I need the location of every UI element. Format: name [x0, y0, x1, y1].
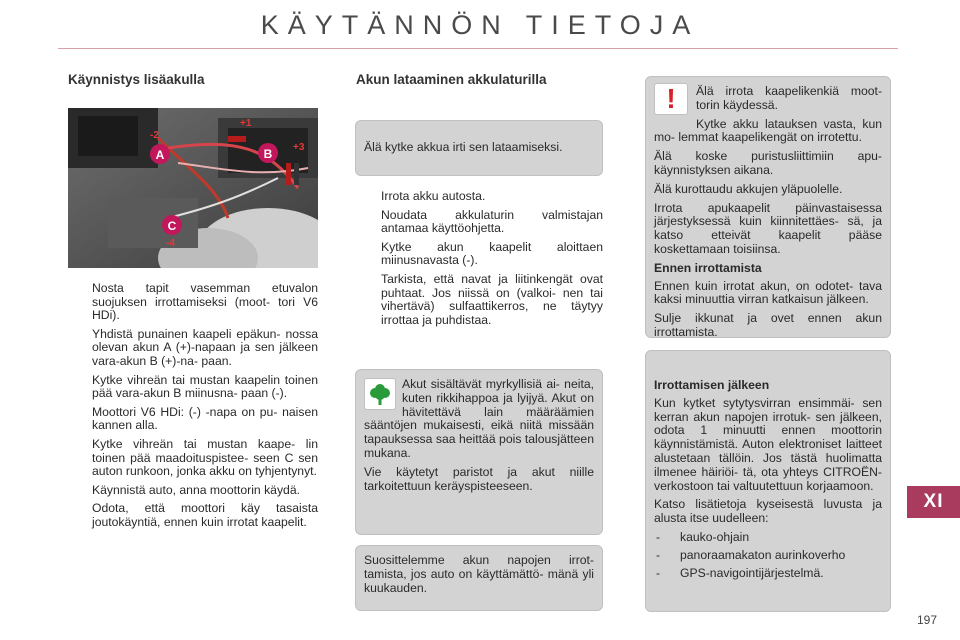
- warning-box: [645, 76, 891, 338]
- title-divider: [58, 48, 898, 49]
- after-box: [645, 350, 891, 612]
- note-bottom-box: [355, 545, 603, 611]
- eco-note-box: [355, 369, 603, 535]
- after-paragraph: Katso lisätietoja kyseisestä luvusta ja alusta itse uudelleen:: [654, 497, 882, 526]
- list-item: - GPS-navigointijärjestelmä.: [656, 565, 824, 580]
- photo-label-b: B: [263, 147, 273, 161]
- photo-label-a: A: [155, 148, 165, 162]
- middle-heading: Akun lataaminen akkulaturilla: [356, 72, 547, 87]
- warning-lead: Älä irrota kaapelikenkiä moot- torin käydessä.: [696, 84, 882, 112]
- before-heading: Ennen irrottamista: [654, 260, 762, 275]
- photo-label-minus2: -2: [150, 130, 159, 141]
- chapter-tab[interactable]: XI: [907, 486, 960, 518]
- note-bottom-text: Suosittelemme akun napojen irrot- tamista, jos auto on käyttämättö- mänä yli kuukauden.: [364, 553, 594, 595]
- list-item: Odota, että moottori käy tasaista joutokäyntiä, ennen kuin irrotat kaapelit.: [92, 501, 318, 529]
- list-item: Kytke vihreän tai mustan kaape- lin toinen pää maadoituspistee- seen C sen auton runkoon, jonka akku on tyhjentynyt.: [92, 436, 318, 479]
- list-item-note: Moottori V6 HDi: (-) -napa on pu- naisen kannen alla.: [92, 404, 318, 433]
- list-item: Nosta tapit vasemman etuvalon suojuksen irrottamiseksi (moot- tori V6 HDi).: [92, 281, 318, 323]
- photo-label-plus3: +3: [293, 142, 305, 153]
- warning-paragraph: Kytke akku latauksen vasta, kun mo- lemmat kaapelikengät on irrotettu.: [654, 116, 882, 145]
- eco-paragraph: Vie käytetyt paristot ja akut niille tarkoitettuun keräyspisteeseen.: [364, 464, 594, 493]
- warning-paragraph: Irrota apukaapelit päinvastaisessa järjestyksessä kuin kiinnitettäes- sä, ja katso etteivät kaapelit pääse koskettamaan toisiinsa.: [654, 200, 882, 256]
- list-item: Käynnistä auto, anna moottorin käydä.: [92, 482, 300, 497]
- exclamation-icon: !: [654, 83, 688, 115]
- eco-paragraph: Akut sisältävät myrkyllisiä ai- neita, kuten rikkihappoa ja lyijyä. Akut on hävitettävä lain määräämien sääntöjen mukaisesti, eikä niitä missään tapauksessa saa heittää pois talousjätteen mukana.: [364, 377, 594, 460]
- photo-label-minus4: -4: [166, 238, 175, 249]
- after-paragraph: Kun kytket sytytysvirran ensimmäi- sen kerran akun napojen irrotuk- sen jälkeen, odota 1 minuutti ennen moottorin käynnistämistä. Auton elektroniset laitteet alustetaan tällöin. Jos tästä huolimatta ilmenee häiriöi- tä, ota yhteys CITROËN-verkostoon tai valtuutettuun korjaamoon.: [654, 395, 882, 493]
- middle-bullet-list: [357, 190, 603, 332]
- list-item: Kytke vihreän tai mustan kaapelin toinen pää vara-akun B miinusna- paan (-).: [92, 372, 318, 401]
- engine-photo: [68, 108, 318, 268]
- warning-paragraph: Älä koske puristusliittimiin apu- käynnistyksen aikana.: [654, 149, 882, 177]
- list-item: Kytke akun kaapelit aloittaen miinusnavasta (-).: [381, 239, 603, 268]
- note-top-box: [355, 120, 603, 176]
- photo-label-c: C: [167, 219, 177, 233]
- before-paragraph: Sulje ikkunat ja ovet ennen akun irrottamista.: [654, 311, 882, 339]
- list-item: - kauko-ohjain: [656, 529, 750, 544]
- left-heading: Käynnistys lisäakulla: [68, 72, 205, 87]
- note-top-text: Älä kytke akkua irti sen lataamiseksi.: [364, 140, 563, 155]
- page-number: 197: [917, 613, 938, 627]
- tree-icon: [364, 378, 396, 410]
- list-item: Irrota akku autosta.: [381, 189, 486, 203]
- page-title: KÄYTÄNNÖN TIETOJA: [260, 10, 700, 40]
- before-paragraph: Ennen kuin irrotat akun, on odotet- tava kaksi minuuttia virran katkaisun jälkeen.: [654, 278, 882, 307]
- photo-label-plus1: +1: [240, 118, 252, 129]
- warning-paragraph: Älä kurottaudu akkujen yläpuolelle.: [654, 181, 843, 196]
- list-item: Yhdistä punainen kaapeli epäkun- nossa olevan akun A (+)-napaan ja sen jälkeen vara-akun B (+)-na- paan.: [92, 326, 318, 368]
- left-bullet-list: [68, 282, 318, 535]
- after-heading: Irrottamisen jälkeen: [654, 378, 770, 392]
- list-item: Noudata akkulaturin valmistajan antamaa käyttöohjetta.: [381, 207, 603, 236]
- list-item: - panoraamakaton aurinkoverho: [656, 547, 846, 562]
- list-item: Tarkista, että navat ja liitinkengät ovat puhtaat. Jos niissä on (valkoi- nen tai vihertävä) sulfaattikerros, ne täytyy irrottaa ja puhdistaa.: [381, 271, 603, 327]
